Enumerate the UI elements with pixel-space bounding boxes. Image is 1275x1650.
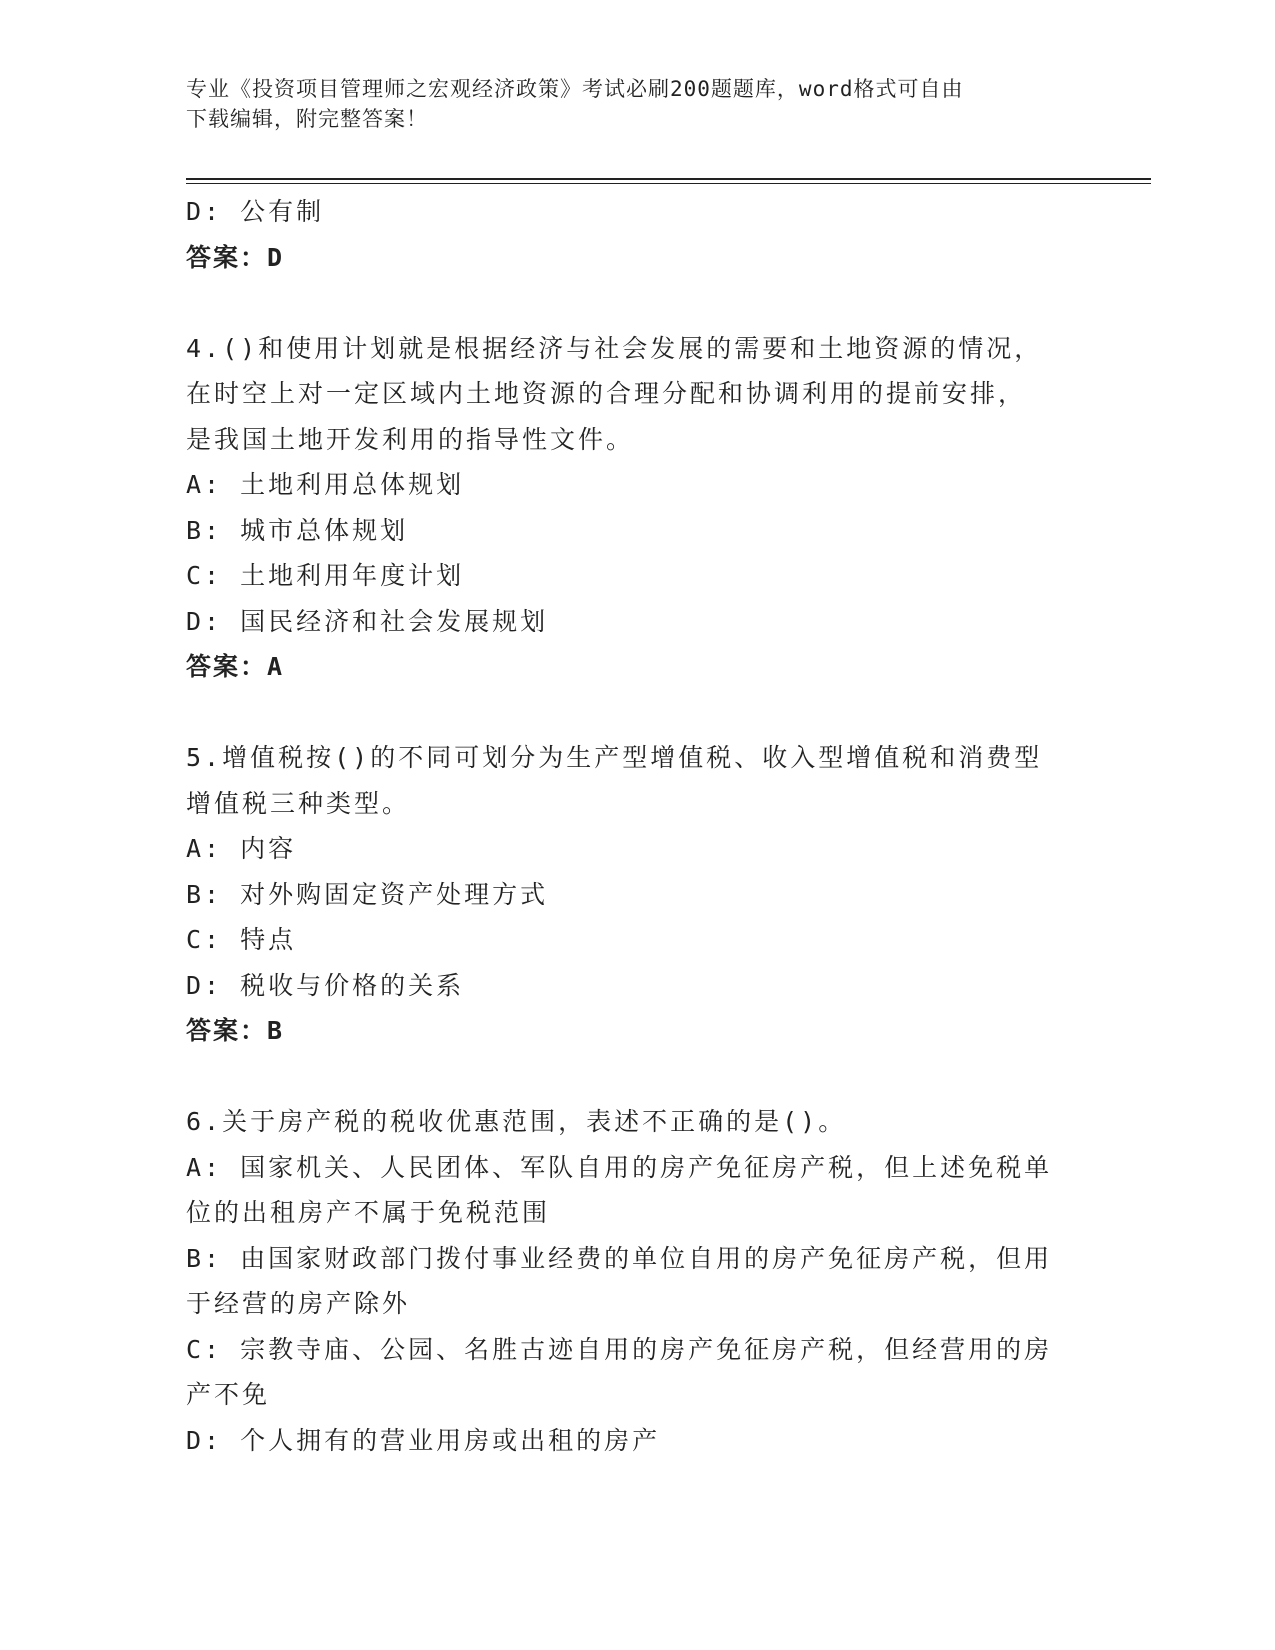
question-text-line: 增值税三种类型。 xyxy=(186,788,411,818)
question-text-line: 4.()和使用计划就是根据经济与社会发展的需要和土地资源的情况， xyxy=(186,333,1043,363)
option-c: C: 特点 xyxy=(186,925,297,954)
option-a: A: 内容 xyxy=(186,834,297,863)
answer-line: 答案：D xyxy=(186,242,285,272)
option-c: C: 宗教寺庙、公园、名胜古迹自用的房产免征房产税，但经营用的房 xyxy=(186,1334,1053,1364)
option-d: D: 国民经济和社会发展规划 xyxy=(186,606,549,636)
question-6 xyxy=(186,1099,1086,1463)
document-body xyxy=(186,189,1086,1463)
option-a: A: 土地利用总体规划 xyxy=(186,470,465,499)
question-text-line: 5.增值税按()的不同可划分为生产型增值税、收入型增值税和消费型 xyxy=(186,743,1043,772)
question-text-line: 是我国土地开发利用的指导性文件。 xyxy=(186,424,635,454)
option-c-continued: 产不免 xyxy=(186,1380,271,1409)
option-b: B: 对外购固定资产处理方式 xyxy=(186,879,549,909)
option-b: B: 由国家财政部门拨付事业经费的单位自用的房产免征房产税，但用 xyxy=(186,1243,1053,1273)
question-text-line: 在时空上对一定区域内土地资源的合理分配和协调利用的提前安排， xyxy=(186,379,1027,408)
option-c: C: 土地利用年度计划 xyxy=(186,561,465,590)
answer-line: 答案：B xyxy=(186,1016,285,1045)
header-divider-thick xyxy=(186,178,1151,180)
option-a: A: 国家机关、人民团体、军队自用的房产免征房产税，但上述免税单 xyxy=(186,1152,1053,1182)
header-line-1: 专业《投资项目管理师之宏观经济政策》考试必刷200题题库，word格式可自由 xyxy=(186,77,964,101)
option-a-continued: 位的出租房产不属于免税范围 xyxy=(186,1198,551,1227)
option-b: B: 城市总体规划 xyxy=(186,515,409,545)
option-d: D: 个人拥有的营业用房或出租的房产 xyxy=(186,1425,661,1455)
option-d: D: 税收与价格的关系 xyxy=(186,970,465,1000)
option-b-continued: 于经营的房产除外 xyxy=(186,1289,411,1318)
document-header xyxy=(186,74,1076,134)
answer-line: 答案：A xyxy=(186,652,285,681)
header-line-2: 下载编辑，附完整答案！ xyxy=(186,107,428,131)
header-divider-thin xyxy=(186,183,1151,184)
question-text-line: 6.关于房产税的税收优惠范围，表述不正确的是()。 xyxy=(186,1107,847,1136)
question-5 xyxy=(186,735,1086,1054)
question-4 xyxy=(186,326,1086,690)
option-d: D: 公有制 xyxy=(186,197,325,226)
